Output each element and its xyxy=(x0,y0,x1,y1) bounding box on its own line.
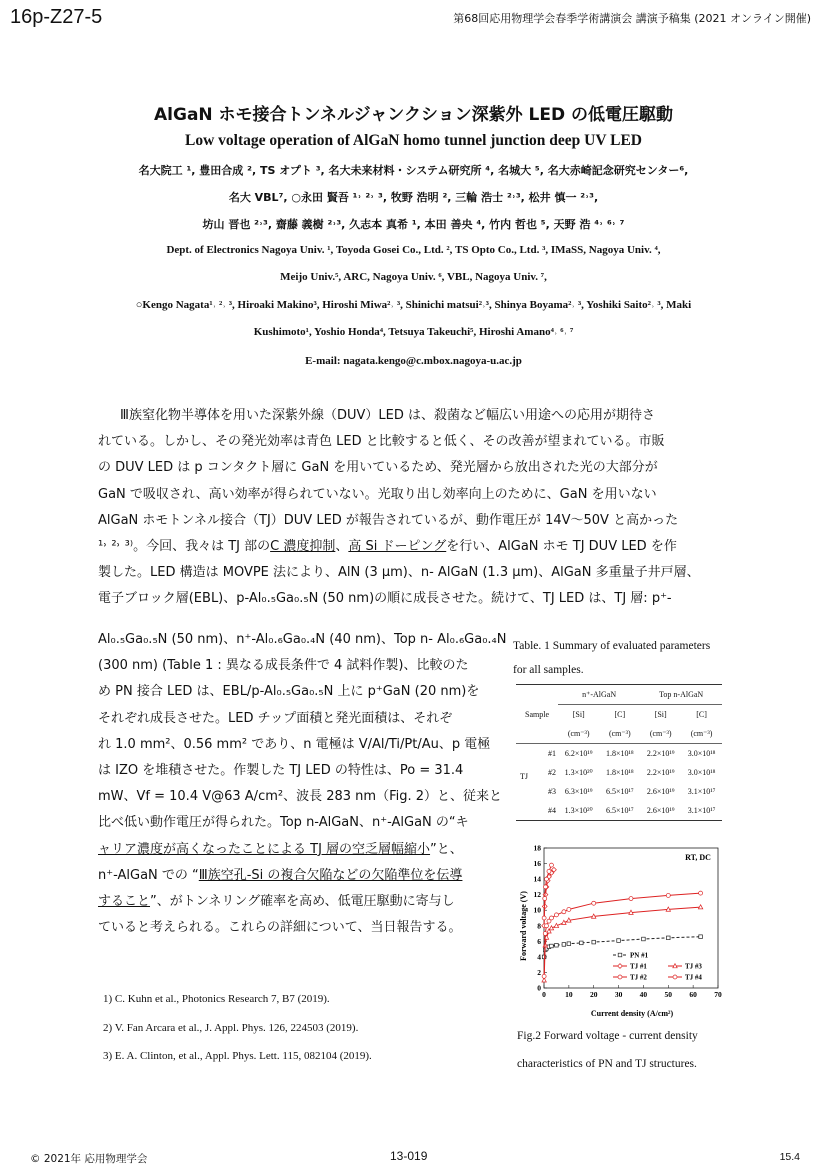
table-cell: 2.2×10¹⁹ xyxy=(646,749,675,758)
figure-caption-line-2: characteristics of PN and TJ structures. xyxy=(517,1058,697,1070)
table-cell: 1.8×10¹⁸ xyxy=(605,749,634,758)
data-point xyxy=(579,941,583,945)
col-line-10 xyxy=(98,863,503,889)
body-line-3: の DUV LED は p コンタクト層に GaN を用いているため、発光層から放出された光の大部分が xyxy=(98,460,658,476)
col-line-2: (300 nm) (Table 1 : 異なる成長条件で 4 試料作製)、比較のた xyxy=(98,658,469,674)
authors-en-line-2: Kushimoto¹, Yoshio Honda⁴, Tetsuya Takeuchi⁵, Hiroshi Amano⁴˒ ⁶˒ ⁷ xyxy=(253,326,574,338)
reference-2: 2) V. Fan Arcara et al., J. Appl. Phys. 126, 224503 (2019). xyxy=(103,1022,359,1034)
conference-name: 第68回応用物理学会春季学術講演会 講演予稿集 (2021 オンライン開催) xyxy=(453,12,811,25)
body-line-5: AlGaN ホモトンネル接合（TJ）DUV LED が報告されているが、動作電圧が 14V～50V と高かった xyxy=(98,512,679,528)
table-cell: 6.5×10¹⁷ xyxy=(605,787,634,796)
y-tick-label: 16 xyxy=(533,859,541,869)
data-point xyxy=(618,975,622,979)
title-japanese: AlGaN ホモ接合トンネルジャンクション深紫外 LED の低電圧駆動 xyxy=(154,105,673,125)
data-point xyxy=(618,964,623,969)
y-tick-label: 4 xyxy=(537,952,541,962)
data-point xyxy=(562,943,566,947)
chart-x-label: Current density (A/cm²) xyxy=(590,1009,674,1018)
col-line-7: mW、Vf = 10.4 V@63 A/cm²、波長 283 nm（Fig. 2）と、従来と xyxy=(98,789,502,805)
table-cell: 1.3×10²⁰ xyxy=(564,806,593,815)
body-line-6-b: 、 xyxy=(335,539,349,555)
body-line-4: GaN で吸収され、高い効率が得られていない。光取り出し効率向上のために、GaN を用いない xyxy=(98,486,657,502)
series-tj-3 xyxy=(542,905,703,982)
col-line-11-tail: ”、がトンネリング確率を高め、低電圧駆動に寄与し xyxy=(150,894,455,910)
table-c-head: [C] xyxy=(696,710,707,719)
table-unit: (cm⁻³) xyxy=(649,729,672,738)
legend-label: PN #1 xyxy=(630,951,649,960)
x-tick-label: 40 xyxy=(639,990,648,999)
col-line-11 xyxy=(98,889,503,915)
data-point xyxy=(567,907,571,911)
data-point xyxy=(618,953,622,957)
y-tick-label: 8 xyxy=(537,921,541,931)
table-cell: #1 xyxy=(548,749,556,758)
x-tick-label: 30 xyxy=(614,990,623,999)
table-c-head: [C] xyxy=(614,710,626,719)
data-point xyxy=(555,943,559,947)
legend-label: TJ #1 xyxy=(630,962,647,971)
body-line-6-c: を行い、AlGaN ホモ TJ DUV LED を作 xyxy=(446,539,677,555)
table-cell: 1.8×10¹⁸ xyxy=(605,768,634,777)
y-tick-label: 6 xyxy=(537,936,541,946)
authors-en-line-1: ○Kengo Nagata¹˒ ²˒ ³, Hiroaki Makino³, Hiroshi Miwa²˒ ³, Shinichi matsui²˒³, Shinya Boyama²˒ ³, Yoshiki Saito²˒ ³, Maki xyxy=(135,299,692,311)
reference-3: 3) E. A. Clinton, et al., Appl. Phys. Lett. 115, 082104 (2019). xyxy=(103,1050,372,1062)
footer-page-number: 13-019 xyxy=(390,1149,428,1163)
data-point xyxy=(543,897,547,901)
chart-annotation: RT, DC xyxy=(685,853,711,862)
col-line-10-head: n⁺-AlGaN での “ xyxy=(98,867,199,883)
series-line xyxy=(544,893,701,976)
table-cell: 3.0×10¹⁸ xyxy=(687,768,716,777)
underlined-c-suppression: C 濃度抑制 xyxy=(270,539,336,555)
table-unit: (cm⁻³) xyxy=(567,729,590,738)
table-si-head: [Si] xyxy=(572,710,585,719)
data-point xyxy=(699,935,703,939)
chart-series xyxy=(542,863,703,982)
col-line-8: 比べ低い動作電圧が得られた。Top n-AlGaN、n⁺-AlGaN の“キ xyxy=(98,815,469,831)
table-cell: #4 xyxy=(548,806,556,815)
underlined-si-doping: 高 Si ドーピング xyxy=(348,539,447,555)
body-line-6-a: ¹˒ ²˒ ³⁾。今回、我々は TJ 部の xyxy=(98,539,271,555)
table-cell: 2.6×10¹⁹ xyxy=(646,806,675,815)
body-line-6 xyxy=(98,534,728,560)
data-point xyxy=(673,975,677,979)
underlined-depletion: ャリア濃度が高くなったことによる TJ 層の空乏層幅縮小 xyxy=(98,841,431,857)
table-tj-label: TJ xyxy=(520,772,528,781)
x-tick-label: 70 xyxy=(714,990,722,999)
col-line-3: め PN 接合 LED は、EBL/p-Al₀.₅Ga₀.₅N 上に p⁺GaN (20 nm)を xyxy=(98,684,480,700)
figure-caption xyxy=(517,1022,732,1078)
table-cell: 3.1×10¹⁷ xyxy=(687,787,716,796)
y-tick-label: 14 xyxy=(533,874,541,884)
col-line-9-tail: ”と、 xyxy=(430,841,463,857)
series-line xyxy=(544,937,701,957)
data-point xyxy=(567,942,571,946)
data-point xyxy=(544,924,548,928)
body-line-1: Ⅲ族窒化物半導体を用いた深紫外線（DUV）LED は、殺菌など幅広い用途への応用が期待さ xyxy=(120,408,655,423)
authors-ja-line-2: 名大 VBL⁷, ○永田 賢吾 ¹˒ ²˒ ³, 牧野 浩明 ², 三輪 浩士 ²˒³, 松井 慎一 ²˒³, xyxy=(228,191,599,204)
data-point xyxy=(617,939,621,943)
series-tj-4 xyxy=(542,891,702,978)
table-unit: (cm⁻³) xyxy=(608,729,631,738)
table-cell: #3 xyxy=(548,787,556,796)
y-tick-label: 10 xyxy=(533,905,541,915)
data-point xyxy=(542,916,546,920)
authors-ja-line-3: 坊山 晋也 ²˒³, 齋藤 義樹 ²˒³, 久志本 真希 ¹, 本田 善央 ⁴, 竹内 哲也 ⁵, 天野 浩 ⁴˒ ⁶˒ ⁷ xyxy=(202,218,625,231)
legend-label: TJ #2 xyxy=(630,973,647,982)
body-full-width xyxy=(98,403,728,613)
body-line-8: 電子ブロック層(EBL)、p-Al₀.₅Ga₀.₅N (50 nm)の順に成長させた。続けて、TJ LED は、TJ 層: p⁺- xyxy=(98,591,672,607)
col-line-9 xyxy=(98,837,503,863)
data-point xyxy=(666,936,670,940)
underlined-vacancy: Ⅲ族空孔-Si の複合欠陥などの欠陥準位を伝導 xyxy=(198,867,463,883)
figure-caption-line-1: Fig.2 Forward voltage - current density xyxy=(517,1030,698,1042)
col-line-1: Al₀.₅Ga₀.₅N (50 nm)、n⁺-Al₀.₆Ga₀.₄N (40 nm)、Top n- Al₀.₆Ga₀.₄N xyxy=(98,632,507,647)
data-point xyxy=(544,877,548,881)
footer-copyright: © 2021年 応用物理学会 xyxy=(30,1153,148,1165)
table-caption xyxy=(513,634,738,682)
body-line-7: 製した。LED 構造は MOVPE 法により、AlN (3 µm)、n- AlGaN (1.3 µm)、AlGaN 多重量子井戸層、 xyxy=(98,565,700,581)
title-english: Low voltage operation of AlGaN homo tunnel junction deep UV LED xyxy=(185,132,642,149)
data-point xyxy=(543,885,547,889)
data-point xyxy=(699,891,703,895)
underlined-conduction: すること xyxy=(98,894,151,910)
data-point xyxy=(543,932,547,936)
data-point xyxy=(547,869,551,873)
body-left-column xyxy=(98,627,507,941)
table-cell: 2.2×10¹⁹ xyxy=(646,768,675,777)
table-cell: 6.2×10¹⁹ xyxy=(564,749,593,758)
data-point xyxy=(554,913,558,917)
col-line-5: れ 1.0 mm²、0.56 mm² であり、n 電極は V/Al/Ti/Pt/Au、p 電極 xyxy=(98,736,491,752)
table-group-n-plus: n⁺-AlGaN xyxy=(558,685,640,705)
series-pn-1 xyxy=(542,935,702,959)
table-cell: 3.1×10¹⁷ xyxy=(687,806,716,815)
body-line-2: れている。しかし、その発光効率は青色 LED と比較すると低く、その改善が望まれている。市販 xyxy=(98,434,665,450)
table-si-head: [Si] xyxy=(654,710,667,719)
x-tick-label: 0 xyxy=(542,990,546,999)
col-line-6: は IZO を堆積させた。作製した TJ LED の特性は、Po = 31.4 xyxy=(98,763,464,779)
y-tick-label: 0 xyxy=(537,983,541,993)
table-caption-line-1: Table. 1 Summary of evaluated parameters xyxy=(513,640,711,652)
email: E-mail: nagata.kengo@c.mbox.nagoya-u.ac.jp xyxy=(305,355,522,367)
chart-legend xyxy=(613,952,702,982)
y-tick-label: 18 xyxy=(533,843,541,853)
y-tick-label: 12 xyxy=(533,890,541,900)
affiliations-en-line-2: Meijo Univ.⁵, ARC, Nagoya Univ. ⁶, VBL, Nagoya Univ. ⁷, xyxy=(280,271,547,283)
data-point xyxy=(549,863,553,867)
data-point xyxy=(629,897,633,901)
table-sample-head: Sample xyxy=(525,709,549,719)
x-tick-label: 10 xyxy=(565,990,573,999)
x-tick-label: 60 xyxy=(689,990,697,999)
table-cell: 6.5×10¹⁷ xyxy=(605,806,634,815)
table-row xyxy=(516,744,722,764)
x-tick-label: 50 xyxy=(664,990,673,999)
table-cell: 6.3×10¹⁹ xyxy=(564,787,593,796)
col-line-12: ていると考えられる。これらの詳細について、当日報告する。 xyxy=(98,920,462,936)
parameters-table xyxy=(516,684,722,821)
forward-voltage-chart xyxy=(510,838,735,1018)
chart-y-label: Forward voltage (V) xyxy=(519,891,528,961)
table-row xyxy=(516,763,722,782)
legend-label: TJ #3 xyxy=(685,962,702,971)
table-cell: 1.3×10²⁰ xyxy=(564,768,593,777)
data-point xyxy=(592,901,596,905)
paper-code: 16p-Z27-5 xyxy=(10,6,103,28)
data-point xyxy=(562,910,566,914)
x-tick-label: 20 xyxy=(589,990,598,999)
data-point xyxy=(550,944,554,948)
legend-label: TJ #4 xyxy=(685,973,702,982)
table-cell: 3.0×10¹⁸ xyxy=(687,749,716,758)
table-unit: (cm⁻³) xyxy=(690,729,713,738)
table-cell: 2.6×10¹⁹ xyxy=(646,787,675,796)
table-group-top-n: Top n-AlGaN xyxy=(640,685,722,705)
table-row xyxy=(516,801,722,821)
authors-ja-line-1: 名大院工 ¹, 豊田合成 ², TS オプト ³, 名大未来材料・システム研究所 ⁴, 名城大 ⁵, 名大赤崎記念研究センター⁶, xyxy=(138,164,689,177)
y-tick-label: 2 xyxy=(537,967,541,977)
affiliations-en-line-1: Dept. of Electronics Nagoya Univ. ¹, Toyoda Gosei Co., Ltd. ², TS Opto Co., Ltd. ³, IMaSS, Nagoya Univ. ⁴, xyxy=(166,244,661,256)
reference-1: 1) C. Kuhn et al., Photonics Research 7, B7 (2019). xyxy=(103,993,330,1005)
data-point xyxy=(642,937,646,941)
table-cell: #2 xyxy=(548,768,556,777)
footer-version: 15.4 xyxy=(779,1151,800,1163)
table-row xyxy=(516,782,722,801)
data-point xyxy=(592,940,596,944)
col-line-4: それぞれ成長させた。LED チップ面積と発光面積は、それぞ xyxy=(98,710,453,726)
table-caption-line-2: for all samples. xyxy=(513,664,584,676)
data-point xyxy=(542,974,546,978)
data-point xyxy=(549,916,553,920)
data-point xyxy=(666,893,670,897)
